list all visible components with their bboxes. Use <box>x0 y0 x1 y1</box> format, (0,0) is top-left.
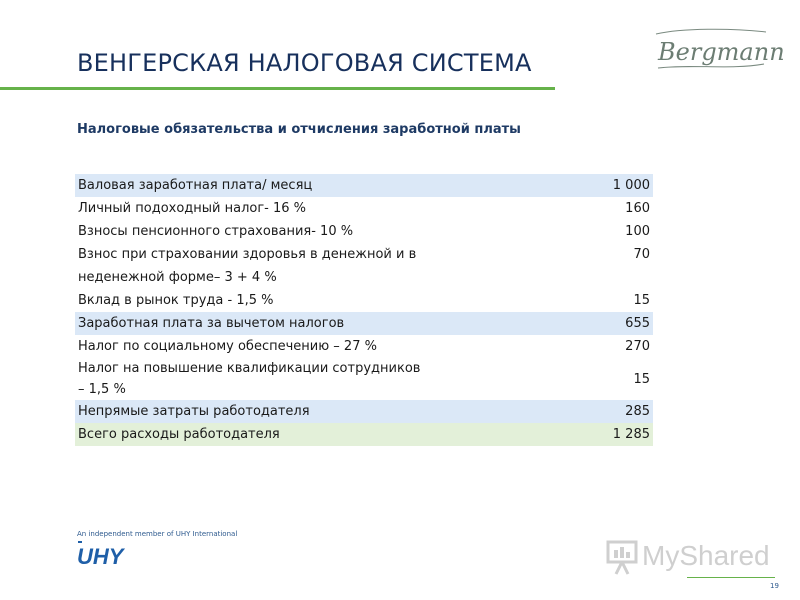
bergmann-logo-graphic <box>652 24 785 74</box>
table-row <box>75 289 653 312</box>
presentation-icon <box>606 538 640 576</box>
row-label <box>75 243 578 289</box>
row-label: Личный подоходный налог- 16 % <box>78 201 307 216</box>
row-label: Взносы пенсионного страхования- 10 % <box>78 224 354 239</box>
row-value: 70 <box>633 247 650 262</box>
table-row <box>75 220 653 243</box>
row-value: 1 285 <box>578 423 653 446</box>
row-label: Вклад в рынок труда - 1,5 % <box>78 293 274 308</box>
row-value: 1 000 <box>578 174 653 197</box>
row-value: 100 <box>625 224 650 239</box>
row-label: Налог по социальному обеспечению – 27 % <box>78 339 377 354</box>
footer-rule <box>687 577 775 578</box>
uhy-logo <box>76 540 126 570</box>
member-tagline: An independent member of UHY International <box>77 530 238 538</box>
watermark-text: MyShared <box>642 540 770 571</box>
row-value: 160 <box>625 201 650 216</box>
page-subtitle: Налоговые обязательства и отчисления заработной платы <box>77 122 521 137</box>
bergmann-logo <box>652 24 785 74</box>
table-row <box>75 197 653 220</box>
row-value: 270 <box>625 339 650 354</box>
table-row <box>75 358 653 400</box>
uhy-logo-graphic <box>76 540 126 570</box>
row-label: Всего расходы работодателя <box>75 423 578 446</box>
row-value: 655 <box>578 312 653 335</box>
tax-table <box>75 174 653 446</box>
row-value: 285 <box>578 400 653 423</box>
page-number: 19 <box>770 582 779 590</box>
table-row <box>75 243 653 289</box>
svg-text:Bergmann: Bergmann <box>658 38 785 66</box>
svg-text:UHY: UHY <box>77 544 124 569</box>
row-value: 15 <box>633 371 650 387</box>
table-row <box>75 335 653 358</box>
page-title: ВЕНГЕРСКАЯ НАЛОГОВАЯ СИСТЕМА <box>77 49 532 77</box>
row-label <box>75 358 578 400</box>
myshared-watermark <box>606 538 770 578</box>
row-label-line2: неденежной форме– 3 + 4 % <box>78 270 277 285</box>
table-row <box>75 312 653 335</box>
table-row <box>75 174 653 197</box>
row-label: Валовая заработная плата/ месяц <box>75 174 578 197</box>
table-row <box>75 423 653 446</box>
row-label: Заработная плата за вычетом налогов <box>75 312 578 335</box>
row-label-line2: – 1,5 % <box>78 382 126 397</box>
row-label: Непрямые затраты работодателя <box>75 400 578 423</box>
row-value: 15 <box>633 293 650 308</box>
title-underline <box>0 87 555 90</box>
row-label-line1: Налог на повышение квалификации сотрудников <box>78 361 421 376</box>
row-label-line1: Взнос при страховании здоровья в денежной и в <box>78 247 417 262</box>
table-row <box>75 400 653 423</box>
